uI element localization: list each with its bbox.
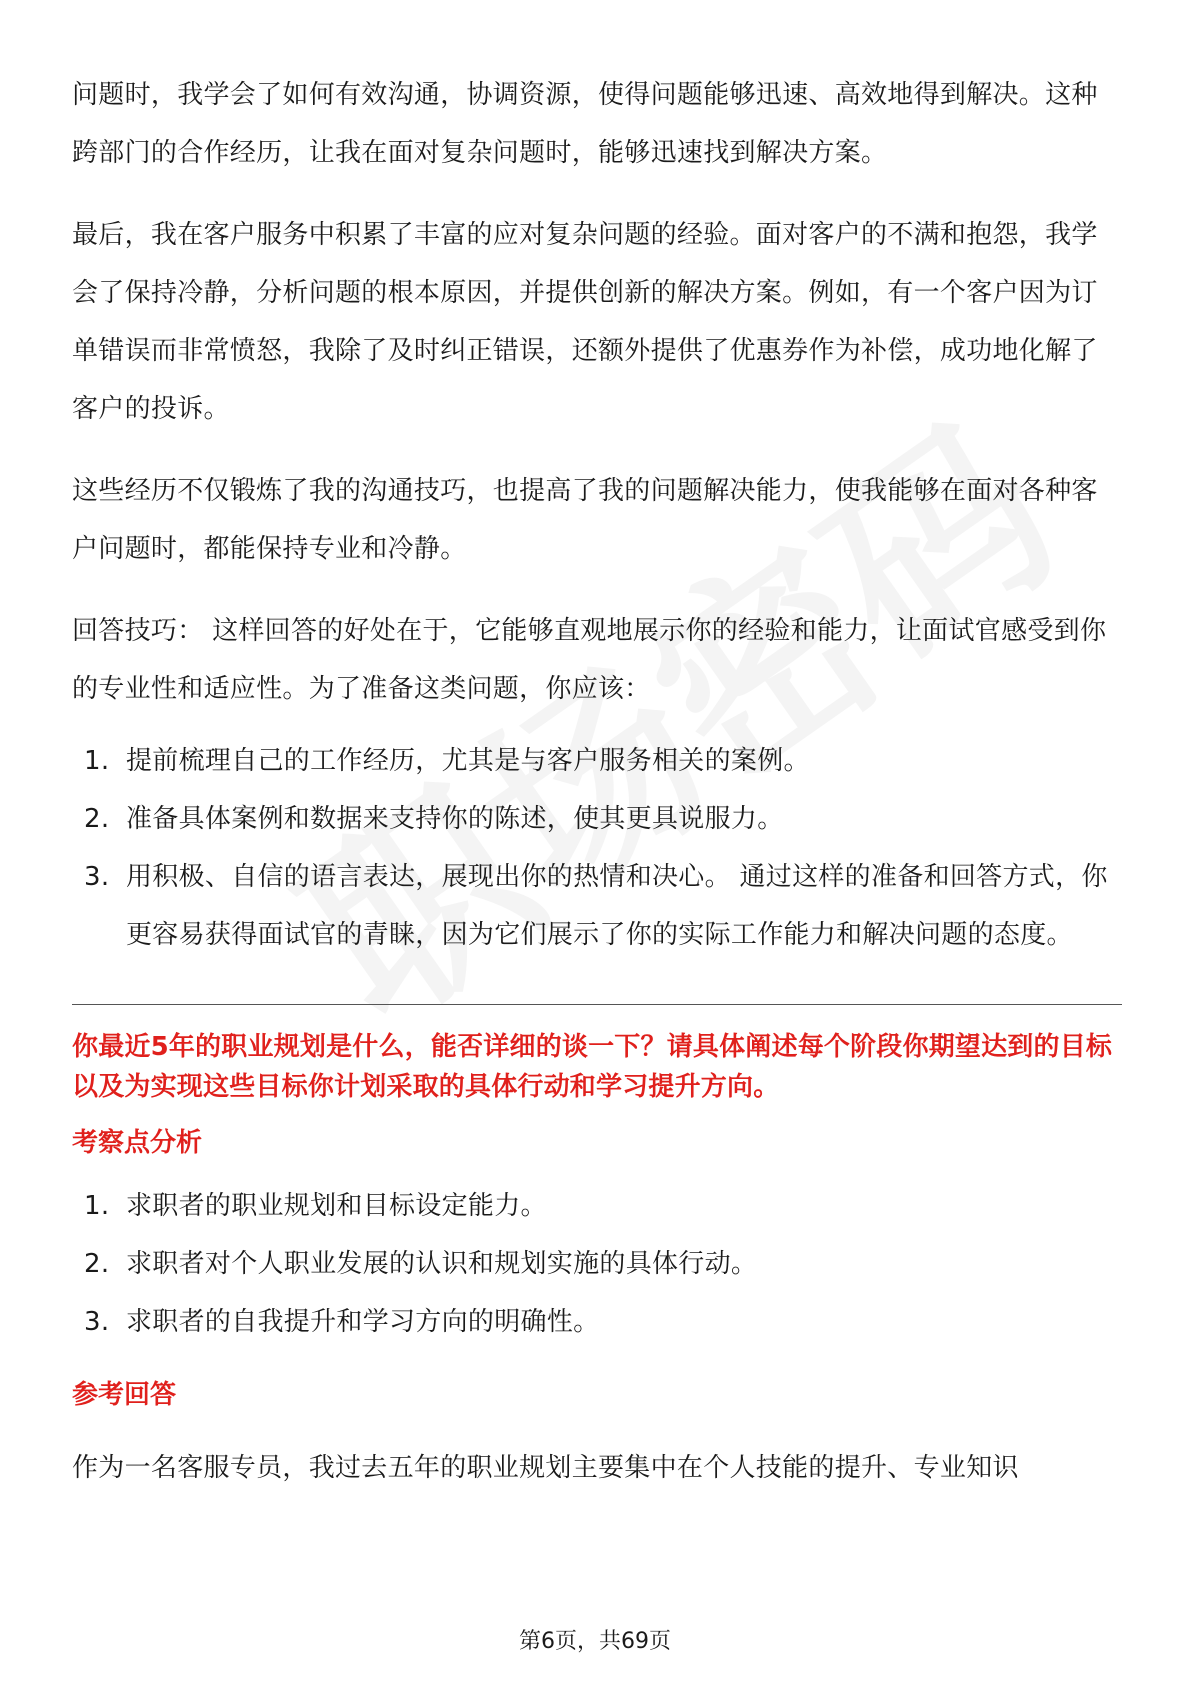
page-footer: 第6页，共69页	[519, 1629, 671, 1654]
list-item: 3. 求职者的自我提升和学习方向的明确性。	[84, 1307, 600, 1337]
paragraph-complex-problems: 最后，我在客户服务中积累了丰富的应对复杂问题的经验。面对客户的不满和抱怨，我学会了保持冷静，分析问题的根本原因，并提供创新的解决方案。例如，有一个客户因为订单错误而非常愤怒，我除了及时纠正错误，还额外提供了优惠券作为补偿，成功地化解了客户的投诉。	[72, 220, 1098, 424]
paragraph-answer-tips: 回答技巧： 这样回答的好处在于，它能够直观地展示你的经验和能力，让面试官感受到你的专业性和适应性。为了准备这类问题，你应该：	[72, 616, 1107, 704]
list-item: 3. 用积极、自信的语言表达，展现出你的热情和决心。 通过这样的准备和回答方式，你更容易获得面试官的青睐，因为它们展示了你的实际工作能力和解决问题的态度。	[84, 862, 1108, 950]
reference-paragraph: 作为一名客服专员，我过去五年的职业规划主要集中在个人技能的提升、专业知识	[72, 1453, 1019, 1483]
tips-list	[72, 732, 1122, 964]
list-item: 1. 求职者的职业规划和目标设定能力。	[84, 1191, 547, 1221]
list-item: 1. 提前梳理自己的工作经历，尤其是与客户服务相关的案例。	[84, 746, 810, 776]
paragraph-cross-dept: 问题时，我学会了如何有效沟通，协调资源，使得问题能够迅速、高效地得到解决。这种跨部门的合作经历，让我在面对复杂问题时，能够迅速找到解决方案。	[72, 80, 1098, 168]
section-divider	[72, 1004, 1122, 1005]
analysis-list	[72, 1177, 1122, 1351]
paragraph-summary: 这些经历不仅锻炼了我的沟通技巧，也提高了我的问题解决能力，使我能够在面对各种客户问题时，都能保持专业和冷静。	[72, 476, 1098, 564]
reference-heading: 参考回答	[72, 1380, 177, 1410]
list-item: 2. 求职者对个人职业发展的认识和规划实施的具体行动。	[84, 1249, 758, 1279]
list-item: 2. 准备具体案例和数据来支持你的陈述，使其更具说服力。	[84, 804, 784, 834]
analysis-heading: 考察点分析	[72, 1128, 203, 1158]
document-content	[72, 66, 1122, 1497]
question-heading: 你最近5年的职业规划是什么，能否详细的谈一下？请具体阐述每个阶段你期望达到的目标以及为实现这些目标你计划采取的具体行动和学习提升方向。	[72, 1032, 1113, 1102]
